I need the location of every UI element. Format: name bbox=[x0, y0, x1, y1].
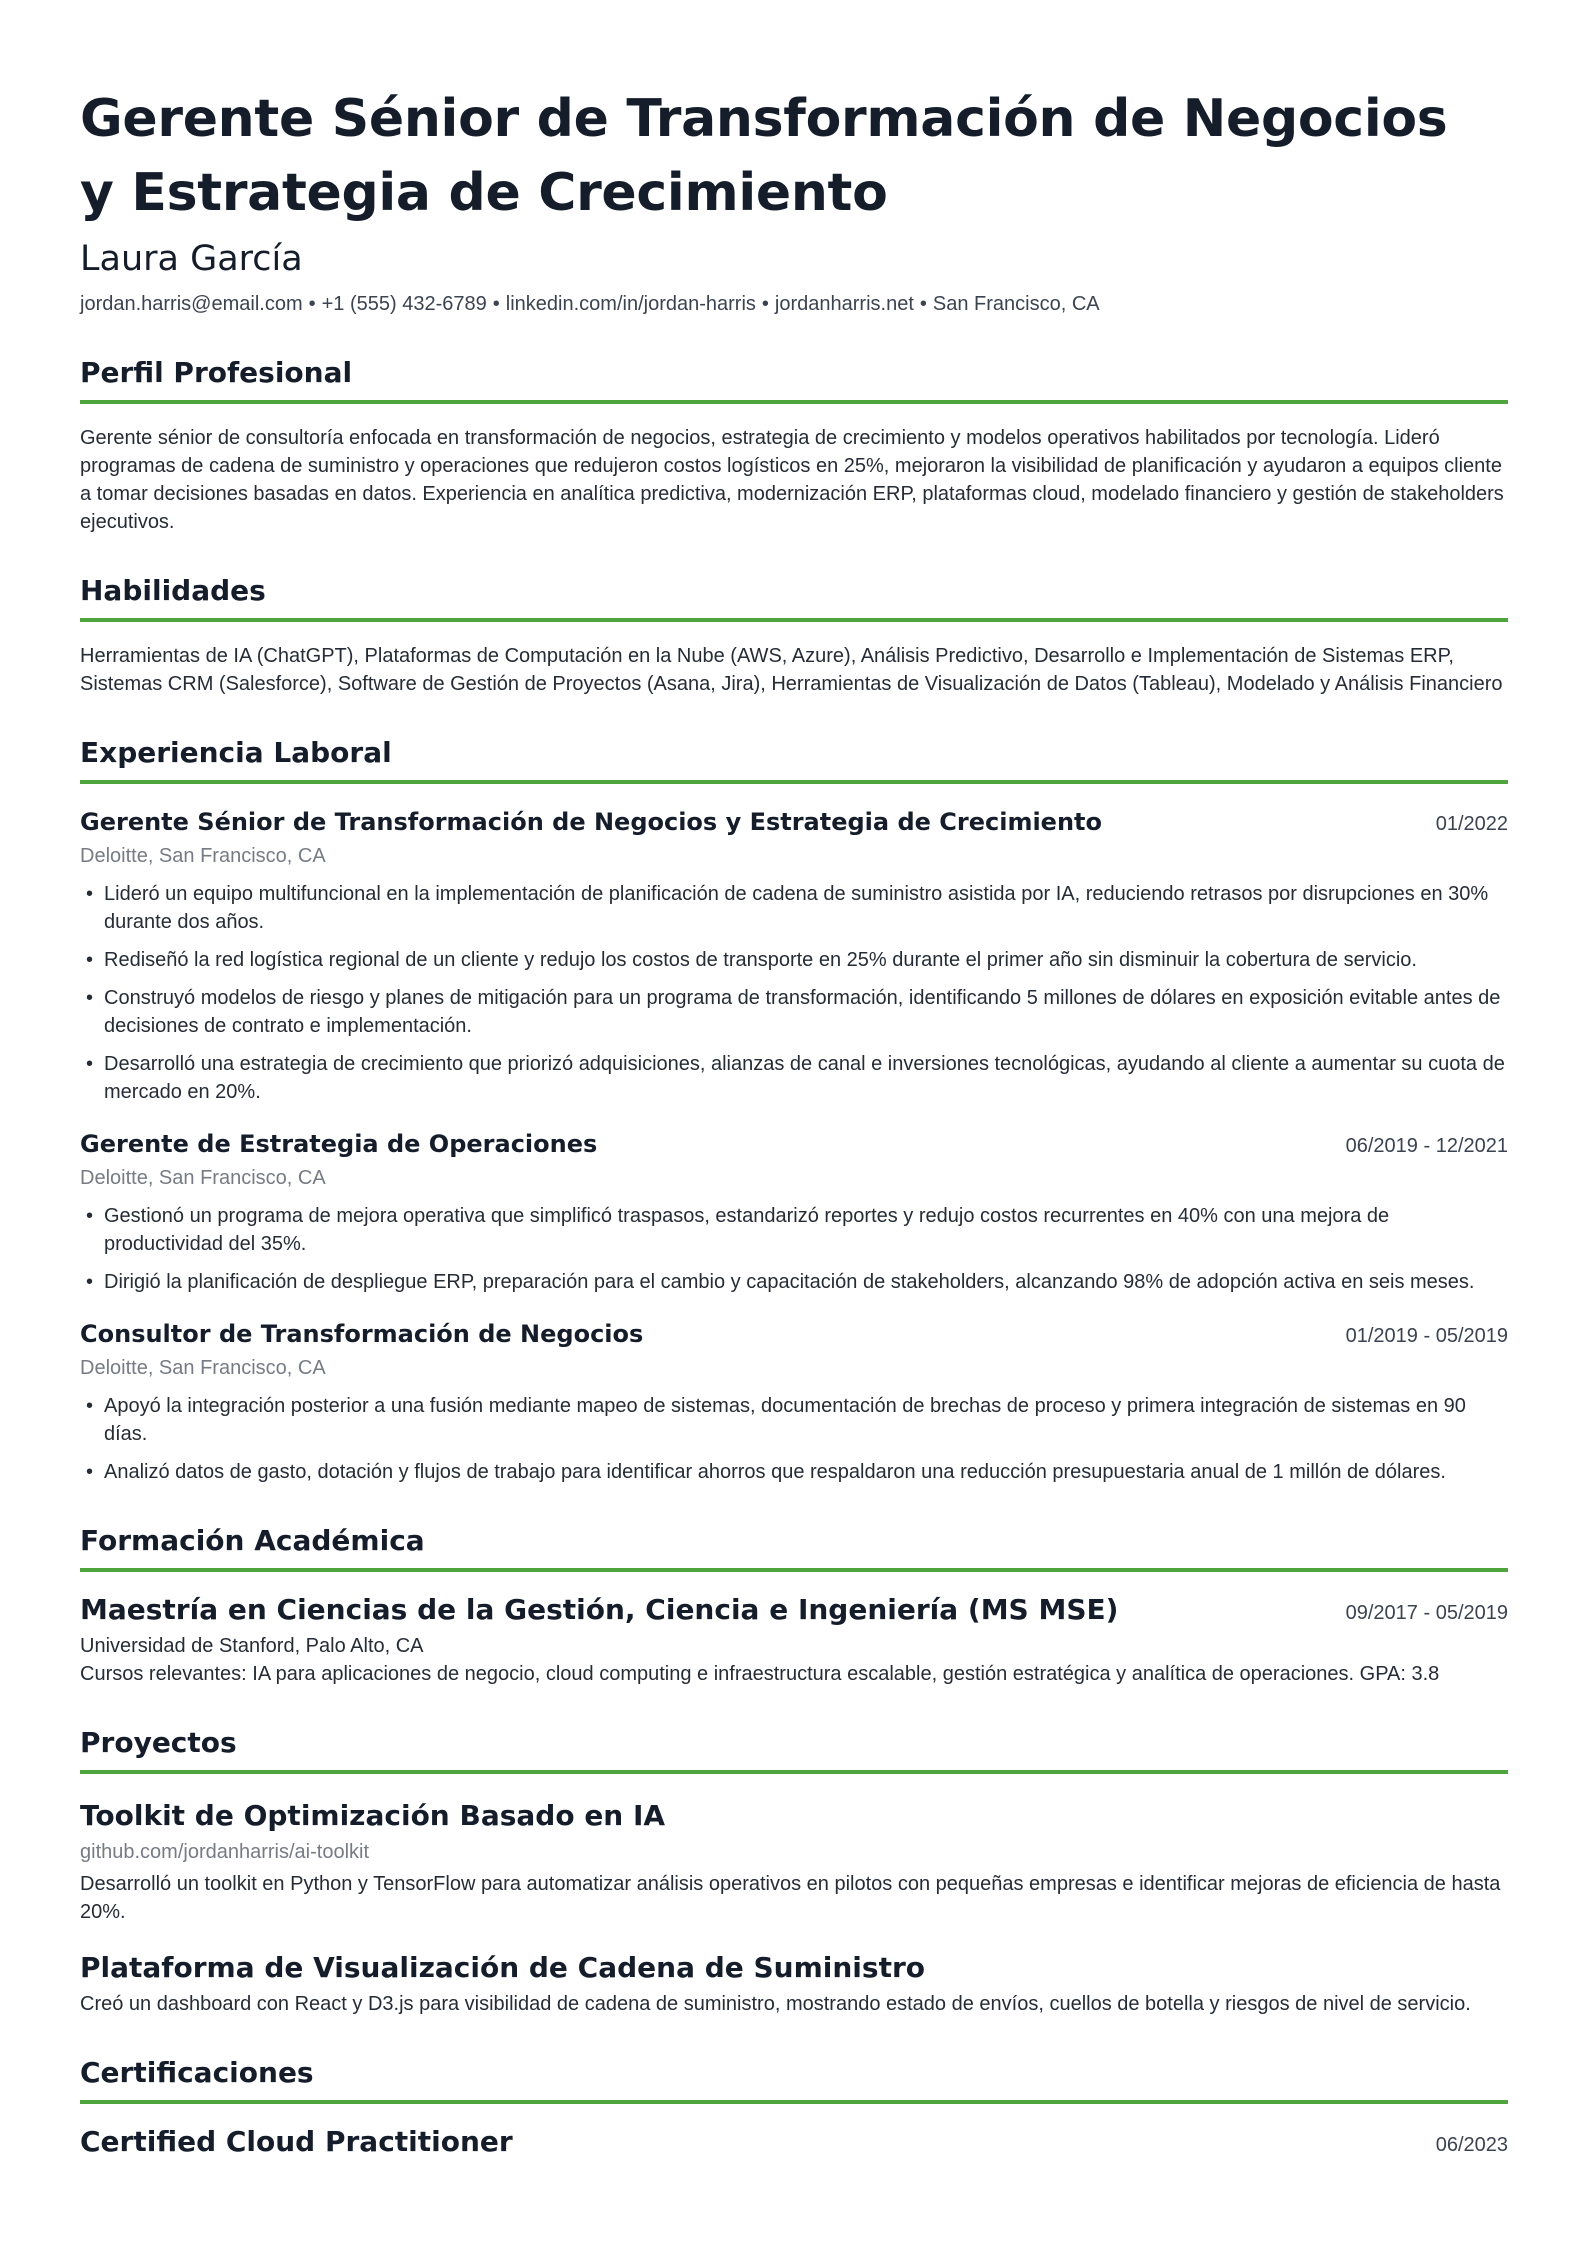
job-date: 01/2019 - 05/2019 bbox=[1345, 1325, 1508, 1347]
job-entry bbox=[80, 806, 1508, 1106]
job-company: Deloitte, San Francisco, CA bbox=[80, 845, 326, 867]
contact-separator: • bbox=[308, 293, 316, 315]
project-description: Desarrolló un toolkit en Python y TensorFlow para automatizar análisis operativos en pilotos con pequeñas empresas e identificar mejoras de eficiencia de hasta 20%. bbox=[80, 1873, 1501, 1923]
job-title: Consultor de Transformación de Negocios bbox=[80, 1320, 644, 1348]
job-bullet: • Apoyó la integración posterior a una fusión mediante mapeo de sistemas, documentación de brechas de proceso y primera integración de sistemas en 90 días. bbox=[80, 1392, 1508, 1448]
contact-linkedin[interactable]: linkedin.com/in/jordan-harris bbox=[505, 293, 756, 315]
section-heading: Proyectos bbox=[80, 1724, 1508, 1774]
education-degree: Maestría en Ciencias de la Gestión, Ciencia e Ingeniería (MS MSE) bbox=[80, 1593, 1119, 1626]
skills-text: Herramientas de IA (ChatGPT), Plataformas de Computación en la Nube (AWS, Azure), Análisis Predictivo, Desarrollo e Implementación de Sistemas ERP, Sistemas CRM (Salesforce), Software de Gestión de Proyectos (Asana, Jira), Herramientas de Visualización de Datos (Tableau), Modelado y Análisis Financiero bbox=[80, 645, 1503, 695]
project-title: Toolkit de Optimización Basado en IA bbox=[80, 1799, 666, 1832]
certification-title: Certified Cloud Practitioner bbox=[80, 2125, 513, 2158]
education-date: 09/2017 - 05/2019 bbox=[1345, 1602, 1508, 1624]
job-bullets bbox=[80, 880, 1508, 1106]
job-bullet: • Lideró un equipo multifuncional en la implementación de planificación de cadena de suministro asistida por IA, reduciendo retrasos por disrupciones en 30% durante dos años. bbox=[80, 880, 1508, 936]
job-bullet: • Rediseñó la red logística regional de un cliente y redujo los costos de transporte en 25% durante el primer año sin disminuir la cobertura de servicio. bbox=[80, 946, 1508, 974]
job-bullets bbox=[80, 1202, 1508, 1296]
skills-section bbox=[80, 572, 1508, 698]
project-entry bbox=[80, 1798, 1508, 1926]
certification-date: 06/2023 bbox=[1435, 2134, 1508, 2156]
contact-website[interactable]: jordanharris.net bbox=[774, 293, 914, 315]
profile-text: Gerente sénior de consultoría enfocada en transformación de negocios, estrategia de crecimiento y modelos operativos habilitados por tecnología. Lideró programas de cadena de suministro y operaciones que redujeron costos logísticos en 25%, mejoraron la visibilidad de planificación y ayudaron a equipos cliente a tomar decisiones basadas en datos. Experiencia en analítica predictiva, modernización ERP, plataformas cloud, modelado financiero y gestión de stakeholders ejecutivos. bbox=[80, 427, 1504, 533]
resume-title: Gerente Sénior de Transformación de Negocios y Estrategia de Crecimiento bbox=[80, 89, 1448, 223]
job-entry bbox=[80, 1128, 1508, 1296]
education-school: Universidad de Stanford, Palo Alto, CA bbox=[80, 1635, 424, 1657]
job-entry bbox=[80, 1318, 1508, 1486]
job-title: Gerente Sénior de Transformación de Negocios y Estrategia de Crecimiento bbox=[80, 808, 1103, 836]
contact-email[interactable]: jordan.harris@email.com bbox=[80, 293, 303, 315]
section-heading: Perfil Profesional bbox=[80, 354, 1508, 404]
experience-section bbox=[80, 734, 1508, 1486]
education-section bbox=[80, 1522, 1508, 1688]
job-date: 01/2022 bbox=[1435, 813, 1508, 835]
contact-separator: • bbox=[761, 293, 769, 315]
job-bullets bbox=[80, 1392, 1508, 1486]
job-company: Deloitte, San Francisco, CA bbox=[80, 1167, 326, 1189]
job-bullet: • Dirigió la planificación de despliegue ERP, preparación para el cambio y capacitación de stakeholders, alcanzando 98% de adopción activa en seis meses. bbox=[80, 1268, 1508, 1296]
project-description: Creó un dashboard con React y D3.js para visibilidad de cadena de suministro, mostrando estado de envíos, cuellos de botella y riesgos de nivel de servicio. bbox=[80, 1993, 1471, 2015]
job-bullet: • Construyó modelos de riesgo y planes de mitigación para un programa de transformación, identificando 5 millones de dólares en exposición evitable antes de decisiones de contrato e implementación. bbox=[80, 984, 1508, 1040]
projects-section bbox=[80, 1724, 1508, 2018]
project-entry bbox=[80, 1950, 1508, 2018]
contact-phone: +1 (555) 432-6789 bbox=[321, 293, 487, 315]
section-heading: Habilidades bbox=[80, 572, 1508, 622]
section-heading: Certificaciones bbox=[80, 2054, 1508, 2104]
contact-location: San Francisco, CA bbox=[932, 293, 1100, 315]
job-bullet: • Desarrolló una estrategia de crecimiento que priorizó adquisiciones, alianzas de canal e inversiones tecnológicas, ayudando al cliente a aumentar su cuota de mercado en 20%. bbox=[80, 1050, 1508, 1106]
education-courses: Cursos relevantes: IA para aplicaciones de negocio, cloud computing e infraestructura escalable, gestión estratégica y analítica de operaciones. GPA: 3.8 bbox=[80, 1663, 1440, 1685]
job-bullet: • Gestionó un programa de mejora operativa que simplificó traspasos, estandarizó reportes y redujo costos recurrentes en 40% con una mejora de productividad del 35%. bbox=[80, 1202, 1508, 1258]
job-bullet: • Analizó datos de gasto, dotación y flujos de trabajo para identificar ahorros que respaldaron una reducción presupuestaria anual de 1 millón de dólares. bbox=[80, 1458, 1508, 1486]
project-link[interactable]: github.com/jordanharris/ai-toolkit bbox=[80, 1841, 370, 1863]
contact-separator: • bbox=[919, 293, 927, 315]
profile-section bbox=[80, 354, 1508, 536]
section-heading: Formación Académica bbox=[80, 1522, 1508, 1572]
section-heading: Experiencia Laboral bbox=[80, 734, 1508, 784]
job-company: Deloitte, San Francisco, CA bbox=[80, 1357, 326, 1379]
job-date: 06/2019 - 12/2021 bbox=[1345, 1135, 1508, 1157]
contact-separator: • bbox=[492, 293, 500, 315]
job-title: Gerente de Estrategia de Operaciones bbox=[80, 1130, 598, 1158]
candidate-name: Laura García bbox=[80, 239, 303, 279]
certifications-section bbox=[80, 2054, 1508, 2160]
certification-entry bbox=[80, 2124, 1508, 2160]
contact-line bbox=[80, 290, 1508, 318]
project-title: Plataforma de Visualización de Cadena de Suministro bbox=[80, 1951, 926, 1984]
